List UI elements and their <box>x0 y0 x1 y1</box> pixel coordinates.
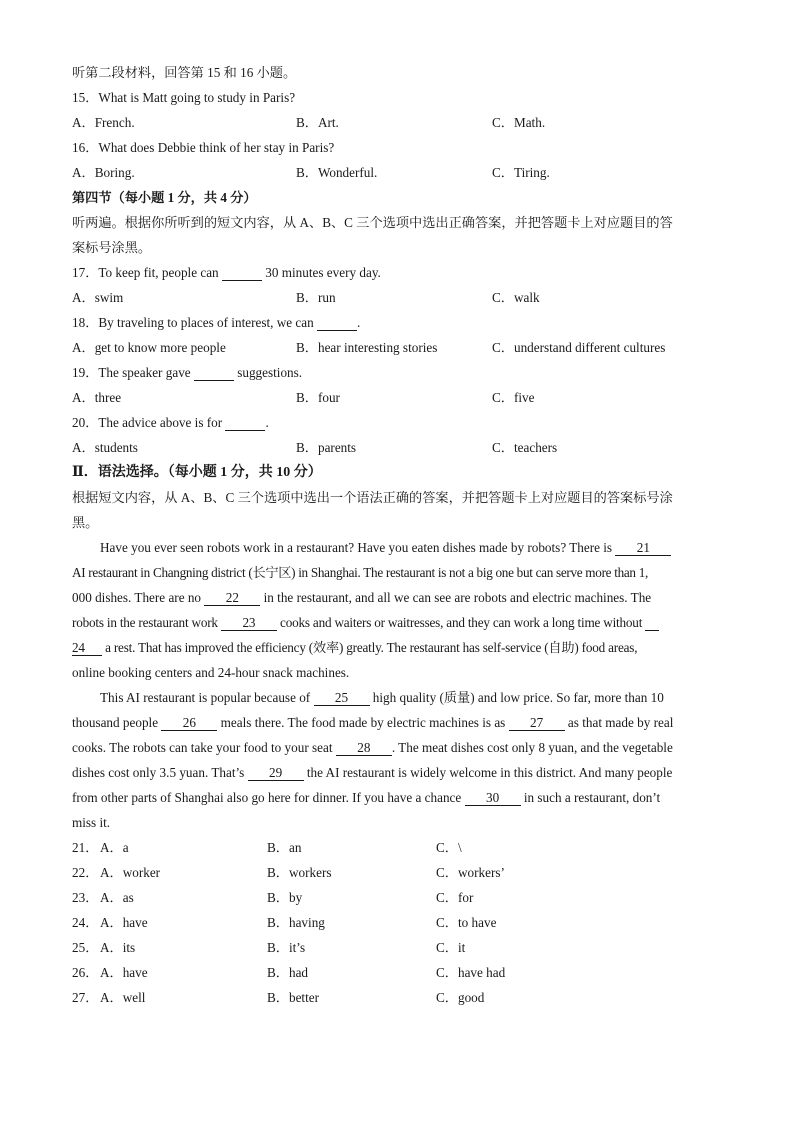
part2-intro: 听第二段材料，回答第 15 和 16 小题。 <box>72 65 297 80</box>
question-19-option-a: A．three <box>72 390 122 405</box>
question-18-option-a: A．get to know more people <box>72 340 226 355</box>
choice-24-number: 24． <box>72 915 99 930</box>
choice-26-option-c: C．have had <box>436 965 506 980</box>
question-16-stem: 16．What does Debbie think of her stay in Paris? <box>72 140 335 155</box>
question-19-option-c: C．five <box>492 390 535 405</box>
question-17-stem <box>72 264 381 282</box>
question-18-option-c: C．understand different cultures <box>492 340 666 355</box>
blank-26: 26 <box>161 716 217 731</box>
question-17-post: 30 minutes every day. <box>265 265 381 280</box>
passage-line-2: AI restaurant in Changning district (长宁区) in Shanghai. The restaurant is not a big one but can serve more than 1, <box>72 565 648 580</box>
passage-text: the AI restaurant is widely welcome in this district. And many people <box>306 765 673 780</box>
blank-21: 21 <box>615 541 671 556</box>
choice-23-number: 23． <box>72 890 99 905</box>
choice-24-option-c: C．to have <box>436 915 497 930</box>
passage-line-5 <box>72 639 637 657</box>
blank-28: 28 <box>336 741 392 756</box>
passage-text: robots in the restaurant work <box>72 615 218 630</box>
question-15-stem: 15．What is Matt going to study in Paris? <box>72 90 296 105</box>
question-19-blank <box>194 366 234 381</box>
choice-21-number: 21． <box>72 840 99 855</box>
blank-24: 24 <box>72 641 102 656</box>
question-19-option-b: B．four <box>296 390 340 405</box>
choice-26-option-a: A．have <box>100 965 148 980</box>
choice-23-option-c: C．for <box>436 890 474 905</box>
choice-21-option-c: C．\ <box>436 840 462 855</box>
passage-text: Have you ever seen robots work in a restaurant? Have you eaten dishes made by robots? There is <box>100 540 613 555</box>
blank-22: 22 <box>204 591 260 606</box>
passage-text: cooks. The robots can take your food to your seat <box>72 740 333 755</box>
choice-27-option-a: A．well <box>100 990 146 1005</box>
choice-22-option-a: A．worker <box>100 865 161 880</box>
blank-30: 30 <box>465 791 521 806</box>
choice-22-option-c: C．workers’ <box>436 865 505 880</box>
question-18-stem <box>72 314 360 332</box>
passage-text: as that made by real <box>567 715 674 730</box>
section4-title: 第四节（每小题 1 分，共 4 分） <box>72 190 257 205</box>
choice-27-number: 27． <box>72 990 99 1005</box>
passage-line-12: miss it. <box>72 815 111 830</box>
passage-text: thousand people <box>72 715 159 730</box>
question-20-pre: 20．The advice above is for <box>72 415 223 430</box>
choice-23-option-a: A．as <box>100 890 134 905</box>
blank-23: 23 <box>221 616 277 631</box>
choice-26-number: 26． <box>72 965 99 980</box>
section4-instruction-line2: 案标号涂黑。 <box>72 240 152 255</box>
choice-25-option-a: A．its <box>100 940 136 955</box>
question-17-pre: 17．To keep fit, people can <box>72 265 219 280</box>
passage-text: meals there. The food made by electric machines is as <box>220 715 506 730</box>
passage-text: in such a restaurant, don’t <box>523 790 661 805</box>
question-17-option-a: A．swim <box>72 290 124 305</box>
question-20-post: . <box>265 415 269 430</box>
blank-27: 27 <box>509 716 565 731</box>
choice-23-option-b: B．by <box>267 890 303 905</box>
choice-22-number: 22． <box>72 865 99 880</box>
blank-25: 25 <box>314 691 370 706</box>
question-20-option-b: B．parents <box>296 440 357 455</box>
question-18-post: . <box>357 315 361 330</box>
passage-text: in the restaurant, and all we can see are robots and electric machines. The <box>263 590 652 605</box>
question-15-option-b: B．Art. <box>296 115 339 130</box>
passage-line-6: online booking centers and 24-hour snack machines. <box>72 665 350 680</box>
question-19-post: suggestions. <box>237 365 303 380</box>
question-18-option-b: B．hear interesting stories <box>296 340 438 355</box>
question-20-stem <box>72 414 269 432</box>
choice-25-number: 25． <box>72 940 99 955</box>
question-15-option-c: C．Math. <box>492 115 546 130</box>
question-18-pre: 18．By traveling to places of interest, we can <box>72 315 314 330</box>
grammar-instruction-line2: 黑。 <box>72 515 99 530</box>
question-20-blank <box>225 416 265 431</box>
passage-text: a rest. That has improved the efficiency (效率) greatly. The restaurant has self-service (自助) food areas, <box>105 640 638 655</box>
choice-27-option-b: B．better <box>267 990 320 1005</box>
passage-text: This AI restaurant is popular because of <box>100 690 311 705</box>
question-17-option-b: B．run <box>296 290 336 305</box>
blank-24-start <box>645 616 659 631</box>
passage-text: 000 dishes. There are no <box>72 590 202 605</box>
choice-21-option-b: B．an <box>267 840 302 855</box>
passage-text: from other parts of Shanghai also go here for dinner. If you have a chance <box>72 790 462 805</box>
choice-25-option-b: B．it’s <box>267 940 306 955</box>
choice-24-option-b: B．having <box>267 915 325 930</box>
passage-line-11 <box>72 789 660 807</box>
passage-line-9 <box>72 739 673 757</box>
passage-text: high quality (质量) and low price. So far, more than 10 <box>372 690 664 705</box>
passage-text: cooks and waiters or waitresses, and they can work a long time without <box>280 615 643 630</box>
blank-29: 29 <box>248 766 304 781</box>
question-16-option-b: B．Wonderful. <box>296 165 378 180</box>
question-15-option-a: A．French. <box>72 115 135 130</box>
passage-text: dishes cost only 3.5 yuan. That’s <box>72 765 245 780</box>
choice-27-option-c: C．good <box>436 990 485 1005</box>
question-19-stem <box>72 364 302 382</box>
choice-21-option-a: A．a <box>100 840 129 855</box>
question-19-pre: 19．The speaker gave <box>72 365 191 380</box>
question-16-option-c: C．Tiring. <box>492 165 550 180</box>
question-16-option-a: A．Boring. <box>72 165 135 180</box>
question-18-blank <box>317 316 357 331</box>
choice-26-option-b: B．had <box>267 965 309 980</box>
section4-instruction-line1: 听两遍。根据你所听到的短文内容，从 A、B、C 三个选项中选出正确答案，并把答题卡上对应题目的答 <box>72 215 673 230</box>
passage-text: . The meat dishes cost only 8 yuan, and the vegetable <box>391 740 673 755</box>
grammar-instruction-line1: 根据短文内容，从 A、B、C 三个选项中选出一个语法正确的答案，并把答题卡上对应题目的答案标号涂 <box>72 490 673 505</box>
question-17-option-c: C．walk <box>492 290 540 305</box>
grammar-title: Ⅱ．语法选择。（每小题 1 分，共 10 分） <box>72 465 322 480</box>
passage-line-7 <box>100 689 664 707</box>
passage-line-3 <box>72 589 651 607</box>
passage-line-1 <box>100 539 671 557</box>
question-20-option-c: C．teachers <box>492 440 558 455</box>
question-17-blank <box>222 266 262 281</box>
passage-line-8 <box>72 714 673 732</box>
question-20-option-a: A．students <box>72 440 138 455</box>
choice-25-option-c: C．it <box>436 940 466 955</box>
passage-line-4 <box>72 614 659 632</box>
choice-24-option-a: A．have <box>100 915 148 930</box>
choice-22-option-b: B．workers <box>267 865 332 880</box>
passage-line-10 <box>72 764 672 782</box>
